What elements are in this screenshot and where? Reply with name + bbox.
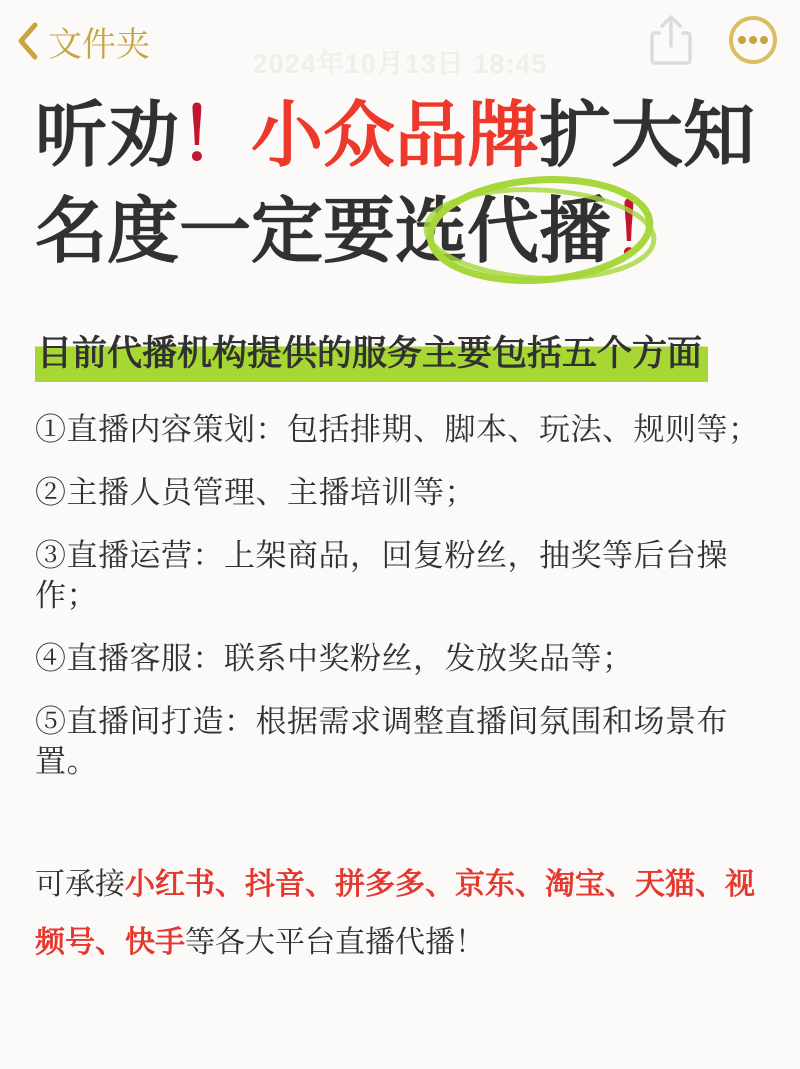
footer-paragraph [35,856,765,972]
share-icon [646,13,696,67]
title-exclamation-2: ！ [611,192,684,272]
title-segment: 名度一定要选 [35,192,468,272]
back-button[interactable] [16,17,150,66]
more-button[interactable] [726,13,780,70]
service-list [35,410,765,782]
title-segment-red: 小众品牌 [251,96,540,176]
list-item: ②主播人员管理、主播培训等； [35,475,476,510]
note-content[interactable] [0,88,800,972]
footer-suffix: 等各大平台直播代播！ [185,926,485,959]
title-exclamation-1: ！ [179,96,252,176]
list-item: ①直播内容策划：包括排期、脚本、玩法、规则等； [35,412,760,447]
highlighted-text: 目前代播机构提供的服务主要包括五个方面 [35,334,708,382]
list-item: ④直播客服：联系中奖粉丝，发放奖品等； [35,641,634,676]
note-title [35,88,765,280]
title-circled-text: 代播 [467,192,612,272]
back-label: 文件夹 [48,25,150,64]
title-segment: 扩大知 [539,96,756,176]
section-heading [35,332,765,376]
nav-bar [0,0,800,72]
list-item: ⑤直播间打造：根据需求调整直播间氛围和场景布置。 [35,704,728,779]
more-icon [726,13,780,67]
footer-platforms: 小红书、抖音、拼多多、京东、淘宝、天猫、视频号、快手 [35,868,755,959]
back-chevron-icon [16,21,40,61]
nav-actions [646,13,780,70]
note-date: 2024年10月13日 18:45 [252,49,548,79]
footer-prefix: 可承接 [35,868,125,901]
title-segment: 听劝 [35,96,180,176]
share-button[interactable] [646,13,696,70]
circled-keyword [467,184,611,280]
list-item: ③直播运营：上架商品，回复粉丝，抽奖等后台操作； [35,538,728,613]
